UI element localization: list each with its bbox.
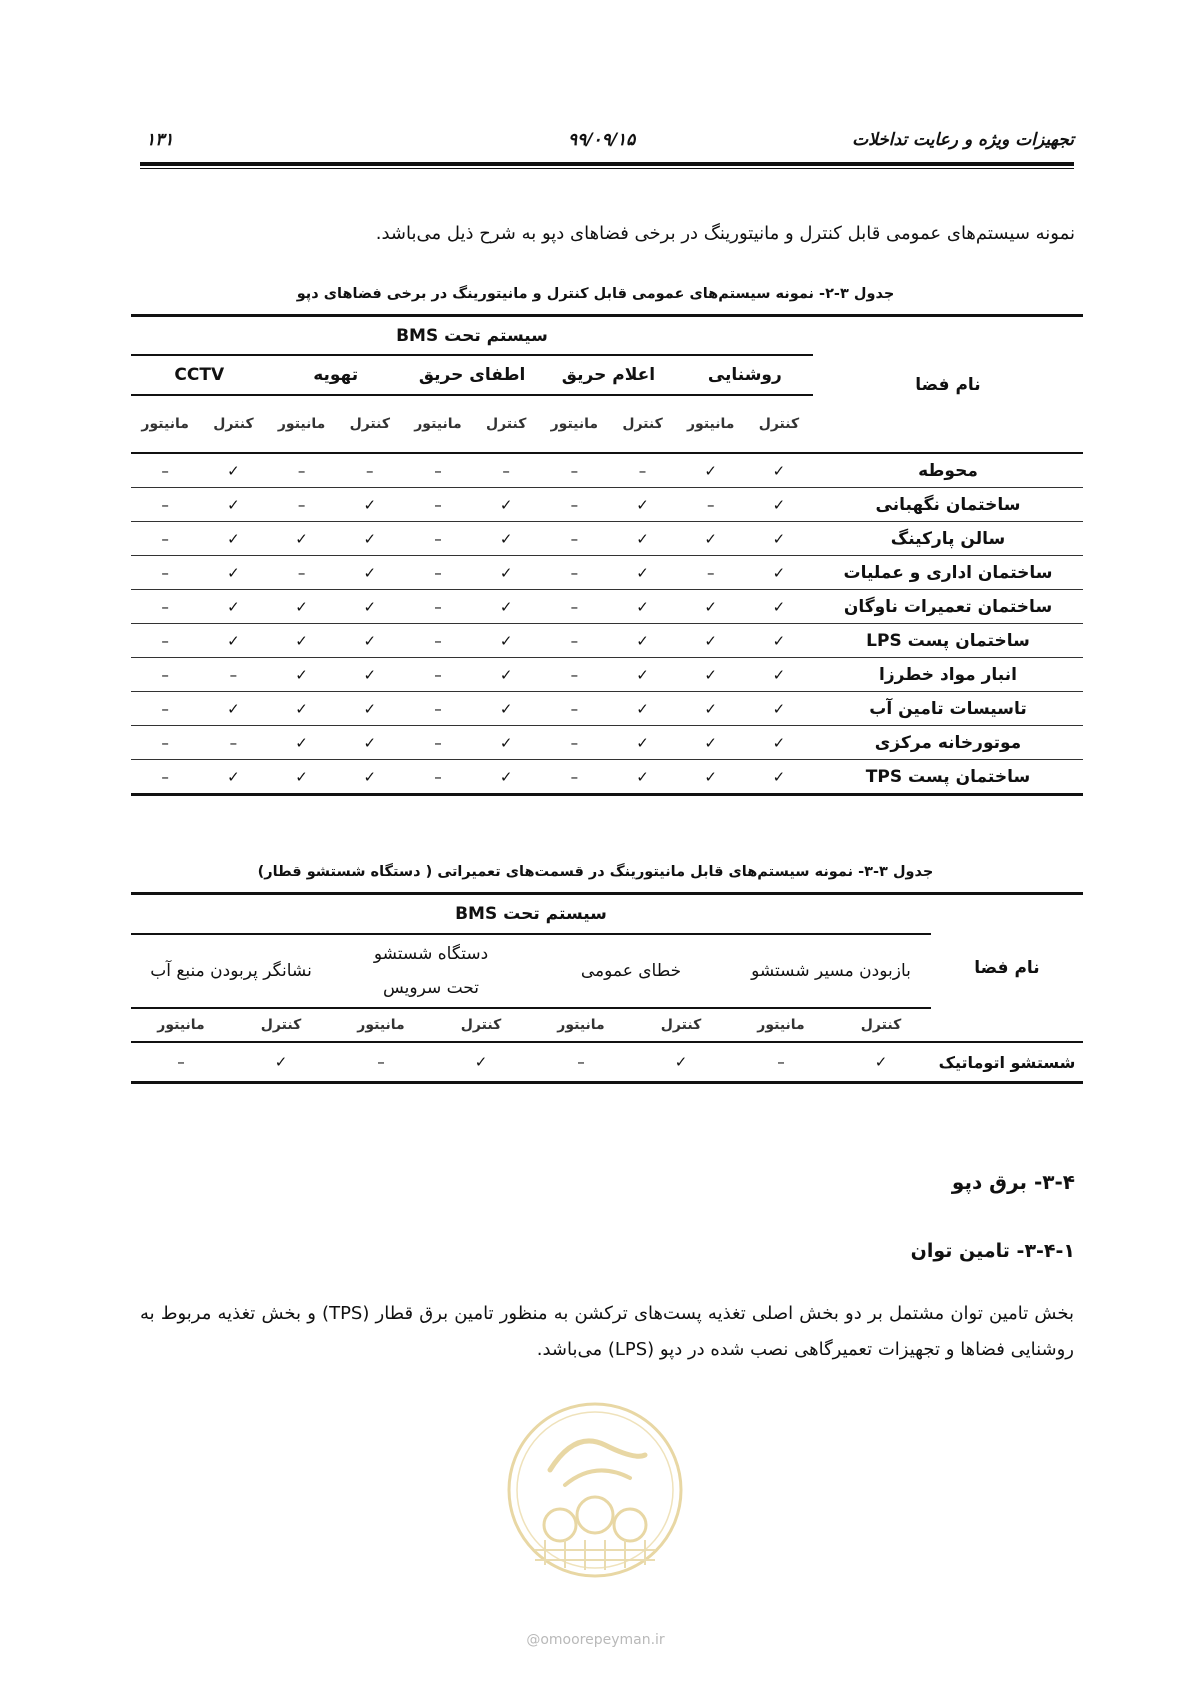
table2	[131, 892, 1083, 1084]
table1-group-header: اطفای حریق	[404, 355, 540, 395]
dash-cell: –	[131, 1042, 231, 1083]
check-mark-cell: ✓	[472, 624, 540, 658]
table2-group-header: نشانگر پربودن منبع آب	[131, 934, 331, 1008]
sub-header-control: کنترل	[460, 1017, 502, 1033]
table-row	[131, 522, 1083, 556]
dash-cell: –	[131, 624, 199, 658]
check-mark-cell: ✓	[745, 658, 813, 692]
check-mark-cell: ✓	[268, 590, 336, 624]
check-mark-cell: ✓	[677, 590, 745, 624]
dash-cell: –	[540, 522, 608, 556]
check-mark-cell: ✓	[431, 1042, 531, 1083]
table-row	[131, 590, 1083, 624]
body-paragraph: بخش تامین توان مشتمل بر دو بخش اصلی تغذیه پست‌های ترکشن به منظور تامین برق قطار (TPS) و بخش تغذیه مربوط به روشنایی فضاها و تجهیزات تعمیرگاهی نصب شده در دپو (LPS) می‌باشد.	[140, 1303, 1075, 1360]
dash-cell: –	[677, 488, 745, 522]
check-mark-cell: ✓	[472, 760, 540, 795]
check-mark-cell: ✓	[745, 453, 813, 488]
check-mark-cell: ✓	[472, 522, 540, 556]
table-row	[131, 658, 1083, 692]
intro-paragraph: نمونه سیستم‌های عمومی قابل کنترل و مانیتورینگ در برخی فضاهای دپو به شرح ذیل می‌باشد.	[375, 223, 1075, 244]
check-mark-cell: ✓	[199, 760, 267, 795]
check-mark-cell: ✓	[472, 726, 540, 760]
dash-cell: –	[677, 556, 745, 590]
check-mark-cell: ✓	[745, 522, 813, 556]
check-mark-cell: ✓	[677, 760, 745, 795]
sub-header-monitor: مانیتور	[357, 1017, 405, 1033]
dash-cell: –	[199, 726, 267, 760]
dash-cell: –	[540, 658, 608, 692]
check-mark-cell: ✓	[608, 760, 676, 795]
dash-cell: –	[336, 453, 404, 488]
dash-cell: –	[331, 1042, 431, 1083]
header-rule-thin	[140, 168, 1074, 169]
space-name: ساختمان تعمیرات ناوگان	[813, 590, 1083, 624]
check-mark-cell: ✓	[336, 624, 404, 658]
check-mark-cell: ✓	[745, 692, 813, 726]
check-mark-cell: ✓	[199, 624, 267, 658]
dash-cell: –	[404, 658, 472, 692]
dash-cell: –	[404, 522, 472, 556]
dash-cell: –	[540, 692, 608, 726]
table-row	[131, 488, 1083, 522]
sub-header-monitor: مانیتور	[277, 416, 326, 432]
check-mark-cell: ✓	[677, 726, 745, 760]
table2-caption: جدول ۳-۳- نمونه سیستم‌های قابل مانیتورینگ در قسمت‌های تعمیراتی ( دستگاه شستشو قطار)	[257, 864, 934, 880]
dash-cell: –	[131, 692, 199, 726]
check-mark-cell: ✓	[677, 522, 745, 556]
check-mark-cell: ✓	[472, 556, 540, 590]
check-mark-cell: ✓	[472, 488, 540, 522]
space-name: تاسیسات تامین آب	[813, 692, 1083, 726]
check-mark-cell: ✓	[336, 760, 404, 795]
dash-cell: –	[131, 488, 199, 522]
table1-space-header: نام فضا	[915, 374, 981, 395]
dash-cell: –	[131, 658, 199, 692]
header-rule-thick	[140, 162, 1074, 166]
table1-bms-header: سیستم تحت BMS	[131, 316, 813, 356]
sub-header-control: کنترل	[260, 1017, 302, 1033]
dash-cell: –	[268, 453, 336, 488]
check-mark-cell: ✓	[268, 658, 336, 692]
sub-header-monitor: مانیتور	[686, 416, 735, 432]
table2-group-header: خطای عمومی	[531, 934, 731, 1008]
table2-bms-header: سیستم تحت BMS	[131, 894, 931, 935]
check-mark-cell: ✓	[336, 692, 404, 726]
table-row	[131, 624, 1083, 658]
dash-cell: –	[199, 658, 267, 692]
space-name: محوطه	[813, 453, 1083, 488]
table-row	[131, 726, 1083, 760]
check-mark-cell: ✓	[631, 1042, 731, 1083]
header-title: تجهیزات ویژه و رعایت تداخلات	[852, 130, 1074, 150]
dash-cell: –	[731, 1042, 831, 1083]
table-row	[131, 453, 1083, 488]
check-mark-cell: ✓	[472, 590, 540, 624]
table2-group-header: دستگاه شستشو تحت سرویس	[331, 934, 531, 1008]
check-mark-cell: ✓	[745, 726, 813, 760]
dash-cell: –	[540, 556, 608, 590]
check-mark-cell: ✓	[608, 522, 676, 556]
sub-header-control: کنترل	[660, 1017, 702, 1033]
check-mark-cell: ✓	[472, 658, 540, 692]
check-mark-cell: ✓	[336, 658, 404, 692]
dash-cell: –	[540, 760, 608, 795]
sub-header-control: کنترل	[485, 416, 527, 432]
check-mark-cell: ✓	[608, 590, 676, 624]
watermark-text: @omoorepeyman.ir	[526, 1632, 665, 1648]
table-row	[131, 692, 1083, 726]
dash-cell: –	[404, 590, 472, 624]
check-mark-cell: ✓	[268, 692, 336, 726]
page-number: ۱۳۱	[146, 130, 174, 150]
sub-header-monitor: مانیتور	[157, 1017, 205, 1033]
dash-cell: –	[131, 556, 199, 590]
check-mark-cell: ✓	[745, 590, 813, 624]
dash-cell: –	[404, 692, 472, 726]
check-mark-cell: ✓	[199, 556, 267, 590]
dash-cell: –	[131, 590, 199, 624]
sub-header-control: کنترل	[349, 416, 390, 432]
check-mark-cell: ✓	[268, 522, 336, 556]
check-mark-cell: ✓	[677, 692, 745, 726]
sub-header-monitor: مانیتور	[557, 1017, 605, 1033]
dash-cell: –	[531, 1042, 631, 1083]
check-mark-cell: ✓	[336, 556, 404, 590]
check-mark-cell: ✓	[608, 726, 676, 760]
sub-header-control: کنترل	[622, 416, 663, 432]
dash-cell: –	[131, 453, 199, 488]
dash-cell: –	[131, 760, 199, 795]
table1-group-header: اعلام حریق	[540, 355, 676, 395]
space-name: ساختمان پست LPS	[813, 624, 1083, 658]
space-name: موتورخانه مرکزی	[813, 726, 1083, 760]
check-mark-cell: ✓	[268, 760, 336, 795]
subsection-heading: ۳-۴-۱- تامین توان	[910, 1240, 1075, 1262]
check-mark-cell: ✓	[608, 692, 676, 726]
check-mark-cell: ✓	[199, 522, 267, 556]
dash-cell: –	[472, 453, 540, 488]
dash-cell: –	[540, 453, 608, 488]
check-mark-cell: ✓	[199, 488, 267, 522]
check-mark-cell: ✓	[608, 488, 676, 522]
check-mark-cell: ✓	[745, 760, 813, 795]
header-date: ۹۹/۰۹/۱۵	[568, 130, 636, 150]
check-mark-cell: ✓	[472, 692, 540, 726]
seal-logo-icon	[505, 1400, 685, 1580]
check-mark-cell: ✓	[745, 488, 813, 522]
sub-header-control: کنترل	[758, 416, 800, 432]
check-mark-cell: ✓	[336, 726, 404, 760]
page-header	[140, 130, 1074, 156]
dash-cell: –	[404, 556, 472, 590]
dash-cell: –	[540, 488, 608, 522]
table1-group-header: CCTV	[131, 355, 268, 395]
space-name: ساختمان پست TPS	[813, 760, 1083, 795]
table1-group-header: روشنایی	[677, 355, 813, 395]
table1-caption: جدول ۳-۲- نمونه سیستم‌های عمومی قابل کنترل و مانیتورینگ در برخی فضاهای دپو	[296, 286, 895, 302]
table-row	[131, 556, 1083, 590]
dash-cell: –	[404, 453, 472, 488]
table-row	[131, 1042, 1083, 1083]
space-name: انبار مواد خطرزا	[813, 658, 1083, 692]
dash-cell: –	[131, 726, 199, 760]
sub-header-monitor: مانیتور	[414, 416, 462, 432]
space-name: شستشو اتوماتیک	[931, 1042, 1083, 1083]
check-mark-cell: ✓	[199, 590, 267, 624]
dash-cell: –	[268, 556, 336, 590]
dash-cell: –	[404, 760, 472, 795]
check-mark-cell: ✓	[268, 624, 336, 658]
check-mark-cell: ✓	[677, 658, 745, 692]
table2-space-header: نام فضا	[974, 958, 1040, 978]
check-mark-cell: ✓	[745, 556, 813, 590]
table1	[131, 314, 1083, 796]
check-mark-cell: ✓	[677, 624, 745, 658]
dash-cell: –	[608, 453, 676, 488]
space-name: سالن پارکینگ	[813, 522, 1083, 556]
sub-header-control: کنترل	[860, 1017, 902, 1033]
check-mark-cell: ✓	[608, 556, 676, 590]
check-mark-cell: ✓	[336, 522, 404, 556]
check-mark-cell: ✓	[608, 624, 676, 658]
check-mark-cell: ✓	[199, 692, 267, 726]
check-mark-cell: ✓	[268, 726, 336, 760]
sub-header-monitor: مانیتور	[757, 1017, 805, 1033]
dash-cell: –	[404, 726, 472, 760]
check-mark-cell: ✓	[745, 624, 813, 658]
table-row	[131, 760, 1083, 795]
check-mark-cell: ✓	[199, 453, 267, 488]
dash-cell: –	[404, 488, 472, 522]
check-mark-cell: ✓	[677, 453, 745, 488]
check-mark-cell: ✓	[231, 1042, 331, 1083]
space-name: ساختمان اداری و عملیات	[813, 556, 1083, 590]
sub-header-monitor: مانیتور	[550, 416, 599, 432]
dash-cell: –	[268, 488, 336, 522]
check-mark-cell: ✓	[336, 488, 404, 522]
dash-cell: –	[131, 522, 199, 556]
dash-cell: –	[540, 590, 608, 624]
table2-group-header: بازبودن مسیر شستشو	[731, 934, 931, 1008]
dash-cell: –	[404, 624, 472, 658]
check-mark-cell: ✓	[336, 590, 404, 624]
table1-group-header: تهویه	[268, 355, 404, 395]
check-mark-cell: ✓	[608, 658, 676, 692]
space-name: ساختمان نگهبانی	[813, 488, 1083, 522]
section-heading: ۳-۴- برق دپو	[951, 1170, 1075, 1194]
sub-header-monitor: مانیتور	[141, 416, 189, 432]
check-mark-cell: ✓	[831, 1042, 931, 1083]
sub-header-control: کنترل	[213, 416, 254, 432]
dash-cell: –	[540, 624, 608, 658]
dash-cell: –	[540, 726, 608, 760]
